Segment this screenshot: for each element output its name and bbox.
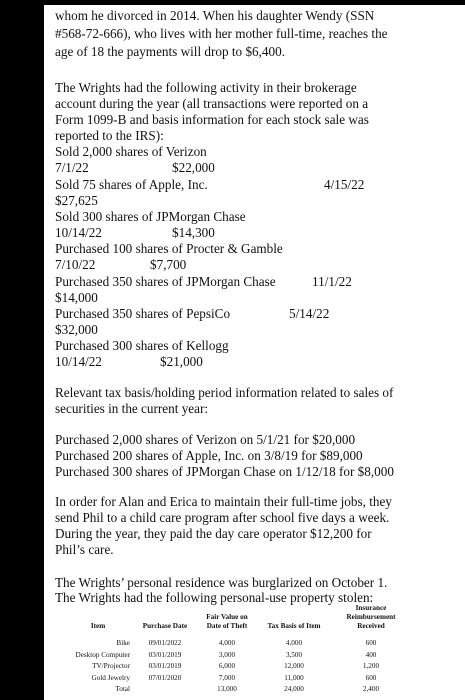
table-cell: 13,000	[217, 685, 237, 693]
transaction-date: 7/10/22	[55, 257, 96, 272]
transaction-date: 7/1/22	[55, 160, 89, 175]
transaction-date: 10/14/22	[55, 225, 102, 240]
table-cell: 400	[365, 650, 377, 659]
basis-line: Purchased 2,000 shares of Verizon on 5/1/21 for $20,000	[55, 432, 356, 447]
transaction-desc: Purchased 300 shares of Kellogg	[55, 338, 229, 353]
table-cell: TV/Projector	[92, 662, 130, 670]
transaction-amount: $27,625	[55, 193, 98, 208]
text-line: account during the year (all transactions were reported on a	[55, 96, 369, 111]
table-row	[62, 673, 412, 685]
text-line: #568-72-666), who lives with her mother full-time, reaches the	[55, 26, 388, 41]
table-cell: 12,000	[284, 662, 304, 670]
table-cell: 7,000	[218, 673, 236, 682]
table-cell: 09/01/2022	[148, 639, 182, 647]
transaction-amount: $32,000	[55, 322, 98, 337]
table-cell: 03/01/2019	[148, 662, 182, 670]
table-cell: Total	[115, 685, 130, 693]
basis-line: Purchased 200 shares of Apple, Inc. on 3/8/19 for $89,000	[55, 448, 363, 463]
table-cell: 600	[365, 639, 377, 647]
transaction-amount: $14,000	[55, 290, 98, 305]
text-line: Form 1099-B and basis information for each stock sale was	[55, 112, 369, 127]
table-cell: 07/01/2020	[148, 673, 182, 682]
transaction-date: 5/14/22	[289, 306, 330, 321]
text-line: In order for Alan and Erica to maintain their full-time jobs, they	[55, 494, 392, 509]
column-header: Tax Basis of Item	[267, 622, 321, 630]
transaction-date: 4/15/22	[324, 177, 365, 192]
transaction-date: 10/14/22	[55, 354, 102, 369]
table-cell: Desktop Computer	[75, 650, 130, 659]
text-line: During the year, they paid the day care operator $12,200 for	[55, 526, 372, 541]
transaction-desc: Purchased 100 shares of Procter & Gamble	[55, 241, 283, 256]
table-row	[62, 661, 412, 673]
text-line: reported to the IRS):	[55, 128, 164, 143]
table-cell: 11,000	[284, 673, 304, 682]
text-line: Relevant tax basis/holding period information related to sales of	[55, 385, 394, 400]
table-cell: 4,000	[285, 639, 303, 647]
column-header: Purchase Date	[142, 622, 188, 630]
table-row-total	[62, 684, 412, 696]
text-line: age of 18 the payments will drop to $6,400.	[55, 44, 286, 59]
transaction-amount: $7,700	[150, 257, 187, 272]
table-cell: 03/01/2019	[148, 650, 182, 659]
transaction-desc: Purchased 350 shares of JPMorgan Chase	[55, 274, 276, 289]
text-line: send Phil to a child care program after school five days a week.	[55, 510, 390, 525]
document-page	[44, 0, 465, 700]
transaction-amount: $21,000	[160, 354, 203, 369]
column-header: Item	[90, 622, 106, 630]
table-row	[62, 650, 412, 662]
table-cell: 600	[365, 673, 377, 682]
table-row	[62, 638, 412, 650]
text-line: Phil’s care.	[55, 542, 114, 557]
transaction-amount: $22,000	[172, 160, 215, 175]
table-cell: 3,500	[285, 650, 303, 659]
table-cell	[134, 684, 196, 696]
transaction-desc: Sold 75 shares of Apple, Inc.	[55, 177, 208, 192]
top-edge	[44, 0, 465, 5]
table-cell: 1,200	[362, 662, 380, 670]
transaction-date: 11/1/22	[312, 274, 352, 289]
table-cell: Bike	[116, 639, 130, 647]
transaction-amount: $14,300	[172, 225, 215, 240]
table-cell: 3,000	[218, 650, 236, 659]
stolen-property-table	[62, 604, 412, 696]
table-header-row	[62, 604, 412, 631]
transaction-desc: Sold 2,000 shares of Verizon	[55, 144, 207, 159]
transaction-desc: Purchased 350 shares of PepsiCo	[55, 306, 231, 321]
text-line: The Wrights’ personal residence was burglarized on October 1.	[55, 575, 388, 590]
column-header: Insurance Reimbursement Received	[346, 604, 396, 630]
transaction-desc: Sold 300 shares of JPMorgan Chase	[55, 209, 246, 224]
table-cell: 24,000	[284, 685, 304, 693]
text-line: The Wrights had the following activity in their brokerage	[55, 80, 357, 95]
basis-line: Purchased 300 shares of JPMorgan Chase on 1/12/18 for $8,000	[55, 464, 394, 479]
table-cell: 4,000	[218, 639, 236, 647]
text-line: The Wrights had the following personal-use property stolen:	[55, 590, 374, 605]
table-cell: 6,000	[218, 662, 236, 670]
table-cell: Gold Jewelry	[91, 673, 130, 682]
text-line: securities in the current year:	[55, 401, 209, 416]
column-header: Fair Value on Date of Theft	[206, 613, 248, 630]
table-cell: 2,400	[362, 685, 380, 693]
text-line: whom he divorced in 2014. When his daughter Wendy (SSN	[55, 8, 375, 23]
